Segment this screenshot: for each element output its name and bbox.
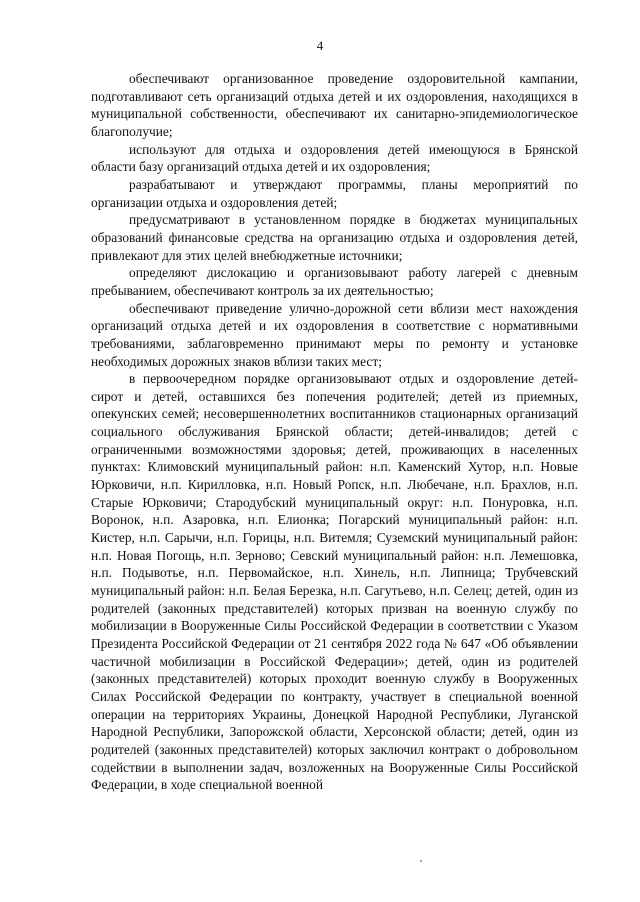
- paragraph: обеспечивают организованное проведение оздоровительной кампании, подготавливают сеть организаций отдыха детей и их оздоровления, находящихся в муниципальной собственности, обеспечивают их санитарно-эпидемиологическое благополучие;: [91, 71, 578, 139]
- paragraph: используют для отдыха и оздоровления детей имеющуюся в Брянской области базу организаций отдыха детей и их оздоровления;: [91, 141, 578, 175]
- paragraph: в первоочередном порядке организовывают отдых и оздоровление детей-сирот и детей, оставшихся без попечения родителей; детей из приемных, опекунских семей; несовершеннолетних воспитанников стационарных организаций социального обслуживания Брянской области; детей-инвалидов; детей с ограниченными возможностями здоровья; детей, проживающих в населенных пунктах: Климовский муниципальный район: н.п. Каменский Хутор, н.п. Новые Юрковичи, н.п. Кирилловка, н.п. Новый Ропск, н.п. Любечане, н.п. Брахлов, н.п. Старые Юрковичи; Стародубский муниципальный округ: н.п. Понуровка, н.п. Воронок, н.п. Азаровка, н.п. Елионка; Погарский муниципальный район: н.п. Кистер, н.п. Сарычи, н.п. Горицы, н.п. Витемля; Суземский муниципальный район: н.п. Новая Погощь, н.п. Зерново; Севский муниципальный район: н.п. Лемешовка, н.п. Подывотье, н.п. Первомайское, н.п. Хинель, н.п. Липница; Трубчевский муниципальный район: н.п. Белая Березка, н.п. Сагутьево, н.п. Селец; детей, один из родителей (законных представителей) которых призван на военную службу по мобилизации в Вооруженные Силы Российской Федерации в соответствии с Указом Президента Российской Федерации от 21 сентября 2022 года № 647 «Об объявлении частичной мобилизации в Российской Федерации»; детей, один из родителей (законных представителей) которых проходит военную службу в Вооруженных Силах Российской Федерации по контракту, участвует в специальной военной операции на территориях Украины, Донецкой Народной Республики, Луганской Народной Республики, Запорожской области, Херсонской области; детей, один из родителей (законных представителей) которых заключил контракт о добровольном содействии в выполнении задач, возложенных на Вооруженные Силы Российской Федерации, в ходе специальной военной: [91, 371, 578, 793]
- scan-speck: [420, 860, 422, 862]
- document-body: [91, 70, 578, 794]
- page-number: 4: [316, 38, 324, 53]
- paragraph: обеспечивают приведение улично-дорожной сети вблизи мест нахождения организаций отдыха детей и их оздоровления в соответствие с нормативными требованиями, заблаговременно принимают меры по ремонту и установке необходимых дорожных знаков вблизи таких мест;: [91, 300, 578, 369]
- paragraph: предусматривают в установленном порядке в бюджетах муниципальных образований финансовые средства на организацию отдыха и оздоровления детей, привлекают для этих целей внебюджетные источники;: [91, 212, 578, 263]
- paragraph: разрабатывают и утверждают программы, планы мероприятий по организации отдыха и оздоровления детей;: [91, 176, 578, 210]
- paragraph: определяют дислокацию и организовывают работу лагерей с дневным пребыванием, обеспечивают контроль за их деятельностью;: [91, 265, 578, 298]
